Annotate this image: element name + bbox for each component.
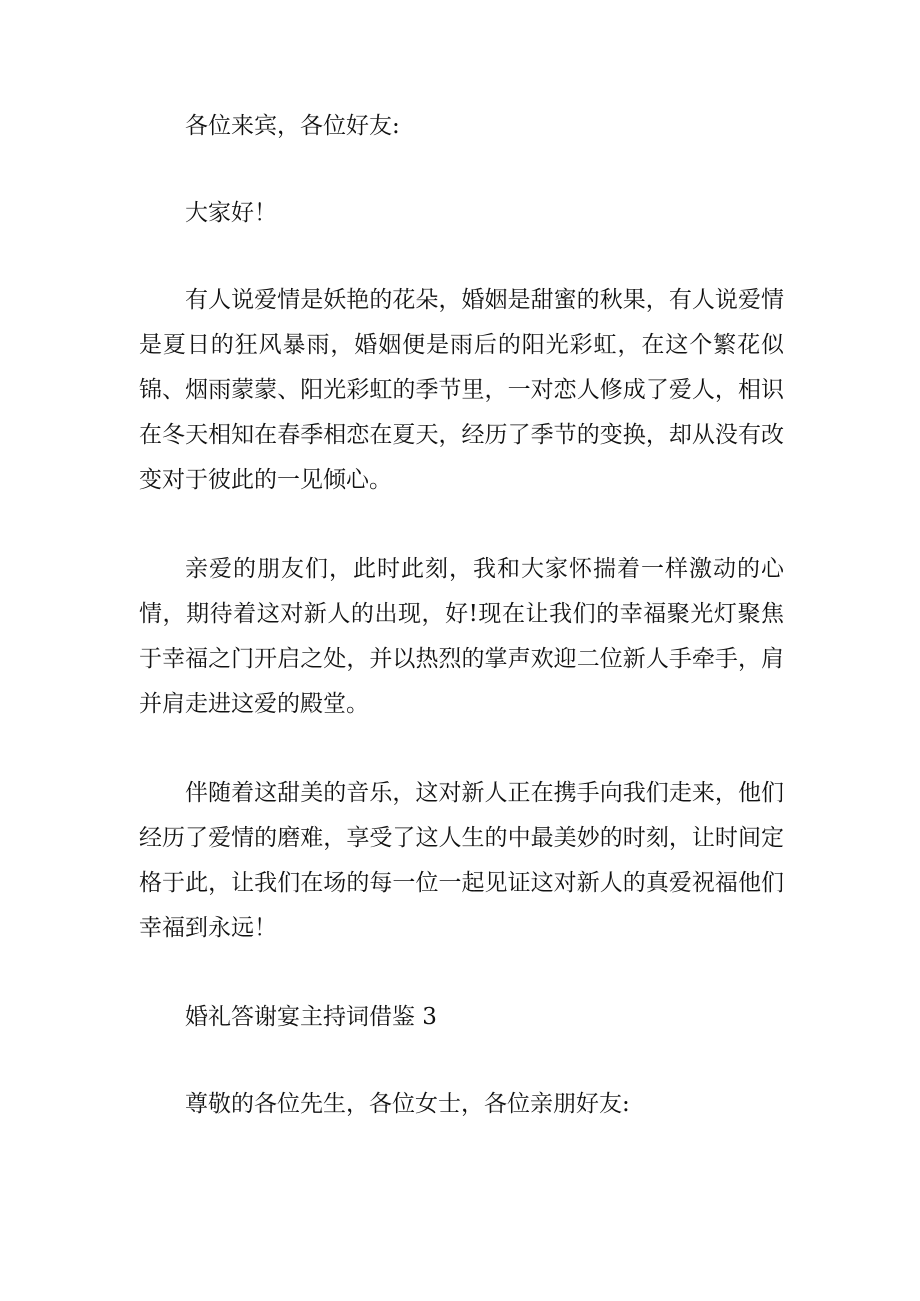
closing-greeting-paragraph: 尊敬的各位先生，各位女士，各位亲朋好友: xyxy=(185,1091,630,1117)
witness-paragraph: 伴随着这甜美的音乐，这对新人正在携手向我们走来，他们经历了爱情的磨难，享受了这人生的中最美妙的时刻，让时间定格于此，让我们在场的每一位一起见证这对新人的真爱祝福他们幸福到永远！ xyxy=(139,780,784,941)
welcome-couple-paragraph: 亲爱的朋友们，此时此刻，我和大家怀揣着一样激动的心情，期待着这对新人的出现，好!现在让我们的幸福聚光灯聚焦于幸福之门开启之处，并以热烈的掌声欢迎二位新人手牵手，肩并肩走进这爱的殿堂。 xyxy=(139,556,784,717)
love-metaphor-paragraph: 有人说爱情是妖艳的花朵，婚姻是甜蜜的秋果，有人说爱情是夏日的狂风暴雨，婚姻便是雨后的阳光彩虹，在这个繁花似锦、烟雨蒙蒙、阳光彩虹的季节里，一对恋人修成了爱人，相识在冬天相知在春季相恋在夏天，经历了季节的变换，却从没有改变对于彼此的一见倾心。 xyxy=(139,287,784,493)
hello-paragraph: 大家好！ xyxy=(185,200,277,226)
greeting-paragraph: 各位来宾，各位好友: xyxy=(185,113,400,139)
document-body xyxy=(139,104,784,1169)
section-heading: 婚礼答谢宴主持词借鉴 3 xyxy=(185,1004,437,1030)
